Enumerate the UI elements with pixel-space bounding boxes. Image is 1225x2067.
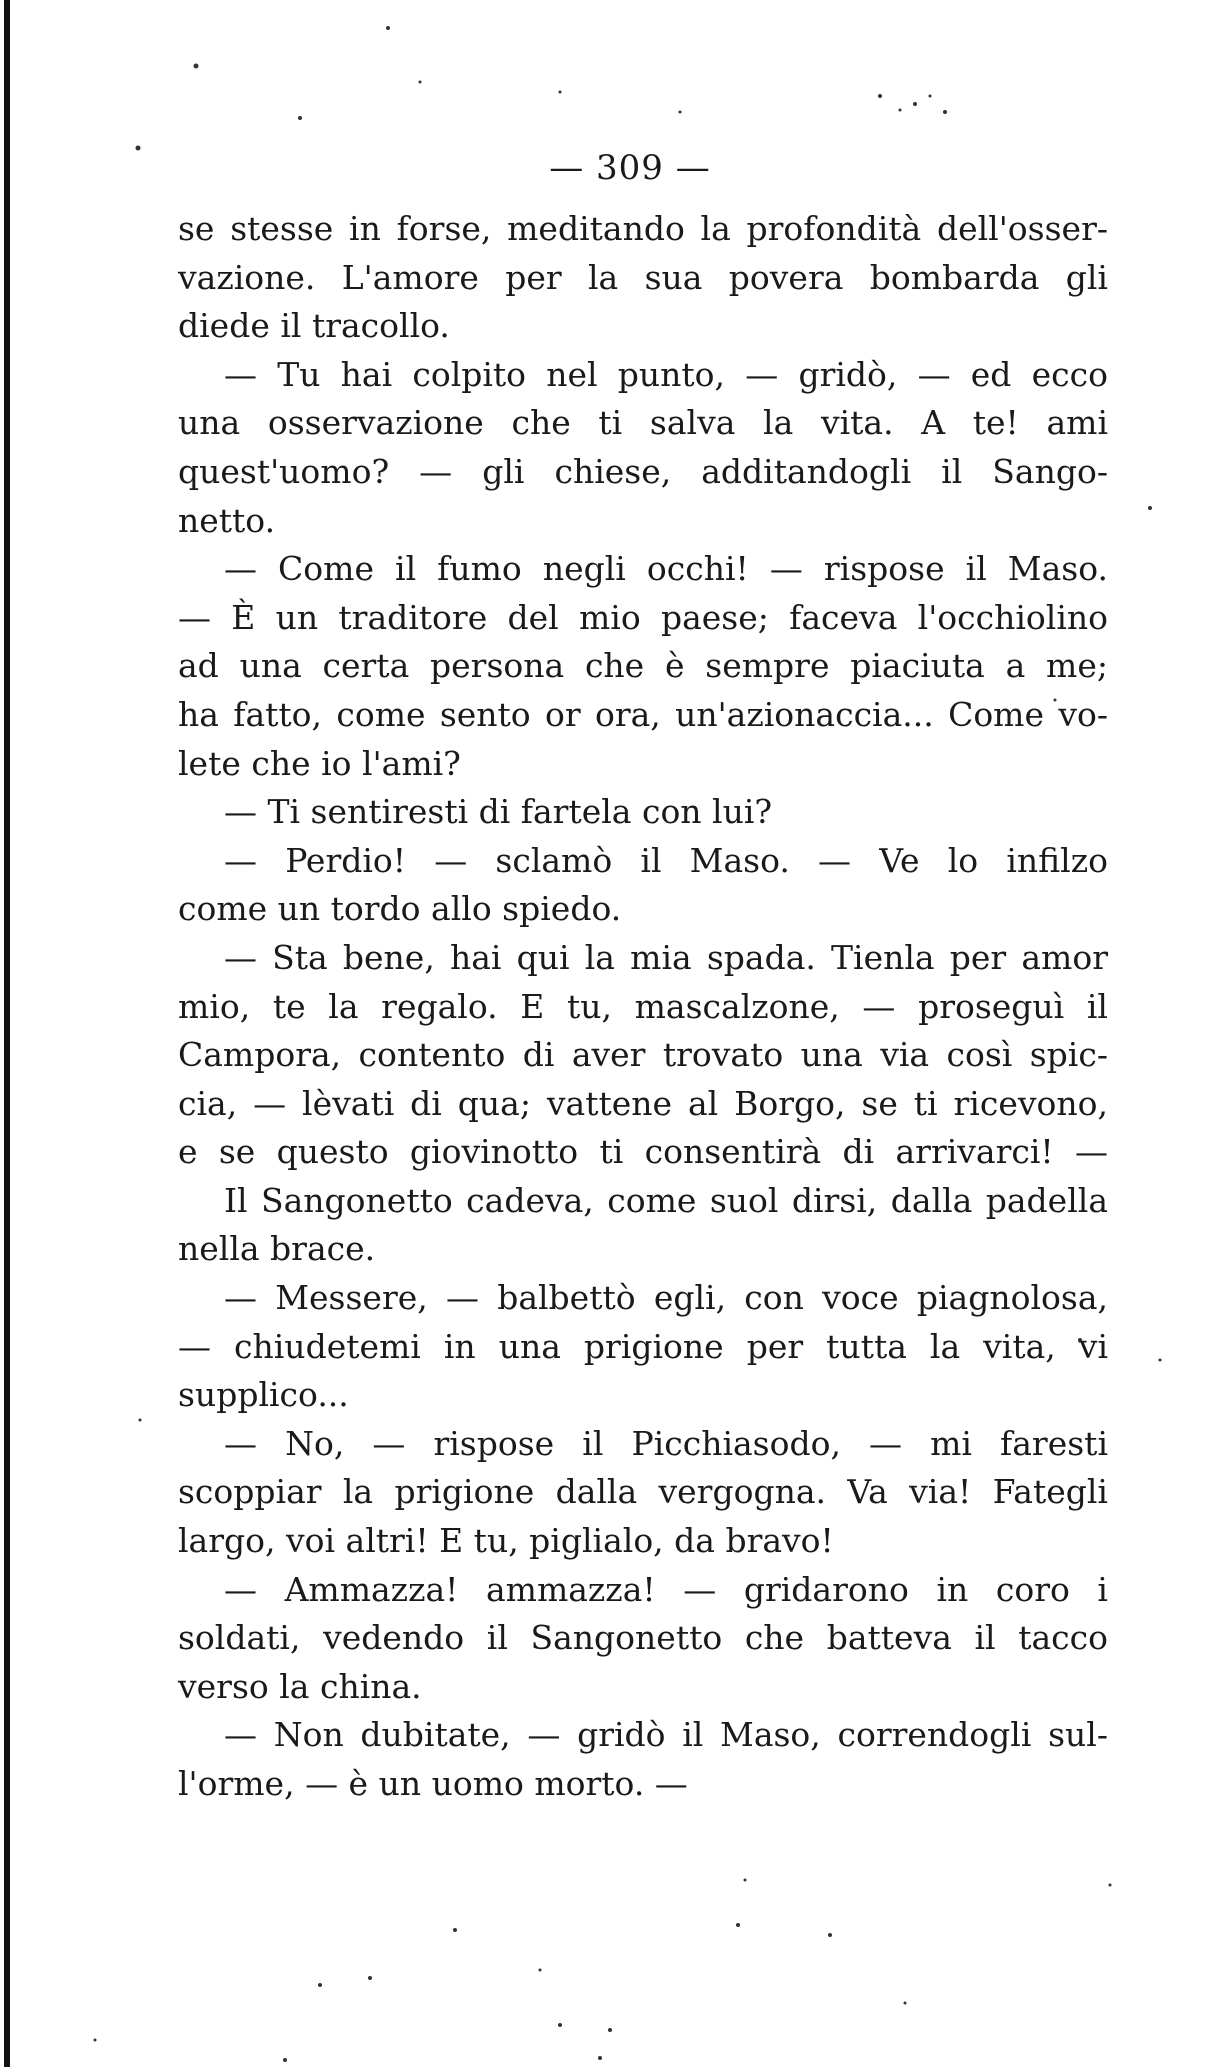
- text-line: scoppiar la prigione dalla vergogna. Va via! Fategli: [178, 1472, 1108, 1512]
- text-line: vazione. L'amore per la sua povera bombarda gli: [178, 257, 1108, 297]
- text-line: e se questo giovinotto ti consentirà di arrivarci! —: [178, 1132, 1108, 1172]
- text-line: Campora, contento di aver trovato una via così spic-: [178, 1035, 1108, 1075]
- text-line: diede il tracollo.: [178, 306, 450, 346]
- text-line: — È un traditore del mio paese; faceva l'occhiolino: [178, 597, 1108, 637]
- text-line: — Messere, — balbettò egli, con voce piagnolosa,: [224, 1278, 1108, 1318]
- text-line: — No, — rispose il Picchiasodo, — mi faresti: [224, 1423, 1108, 1463]
- text-line: se stesse in forse, meditando la profondità dell'osser-: [178, 209, 1108, 248]
- text-line: cia, — lèvati di qua; vattene al Borgo, se ti ricevono,: [178, 1083, 1108, 1123]
- text-line: — Perdio! — sclamò il Maso. — Ve lo infilzo: [224, 840, 1108, 880]
- text-line: soldati, vedendo il Sangonetto che batteva il tacco: [178, 1618, 1108, 1658]
- text-line: nella brace.: [178, 1229, 376, 1269]
- text-line: — chiudetemi in una prigione per tutta la vita, vi: [178, 1326, 1108, 1366]
- text-line: netto.: [178, 500, 276, 540]
- text-line: supplico...: [178, 1375, 349, 1415]
- text-line: l'orme, — è un uomo morto. —: [178, 1764, 688, 1803]
- text-line: — Tu hai colpito nel punto, — gridò, — ed ecco: [224, 354, 1108, 394]
- text-line: — Sta bene, hai qui la mia spada. Tienla per amor: [224, 937, 1108, 977]
- text-line: — Ammazza! ammazza! — gridarono in coro i: [224, 1569, 1108, 1609]
- text-line: — Non dubitate, — gridò il Maso, correndogli sul-: [224, 1715, 1108, 1755]
- page-number: — 309 —: [549, 148, 711, 188]
- text-line: Il Sangonetto cadeva, come suol dirsi, dalla padella: [224, 1180, 1108, 1220]
- text-line: verso la china.: [178, 1666, 422, 1706]
- text-body: [178, 205, 1108, 1809]
- text-line: lete che io l'ami?: [178, 743, 461, 783]
- text-line: come un tordo allo spiedo.: [178, 889, 622, 929]
- text-line: mio, te la regalo. E tu, mascalzone, — proseguì il: [178, 986, 1108, 1026]
- text-line: — Come il fumo negli occhi! — rispose il Maso.: [224, 549, 1108, 589]
- text-line: largo, voi altri! E tu, piglialo, da bravo!: [178, 1521, 834, 1561]
- text-line: — Ti sentiresti di fartela con lui?: [224, 792, 773, 832]
- text-line: ad una certa persona che è sempre piaciuta a me;: [178, 646, 1108, 686]
- text-line: ha fatto, come sento or ora, un'azionaccia... Come vo-: [178, 694, 1108, 734]
- text-line: una osservazione che ti salva la vita. A te! ami: [178, 403, 1108, 443]
- text-line: quest'uomo? — gli chiese, additandogli il Sango-: [178, 451, 1108, 491]
